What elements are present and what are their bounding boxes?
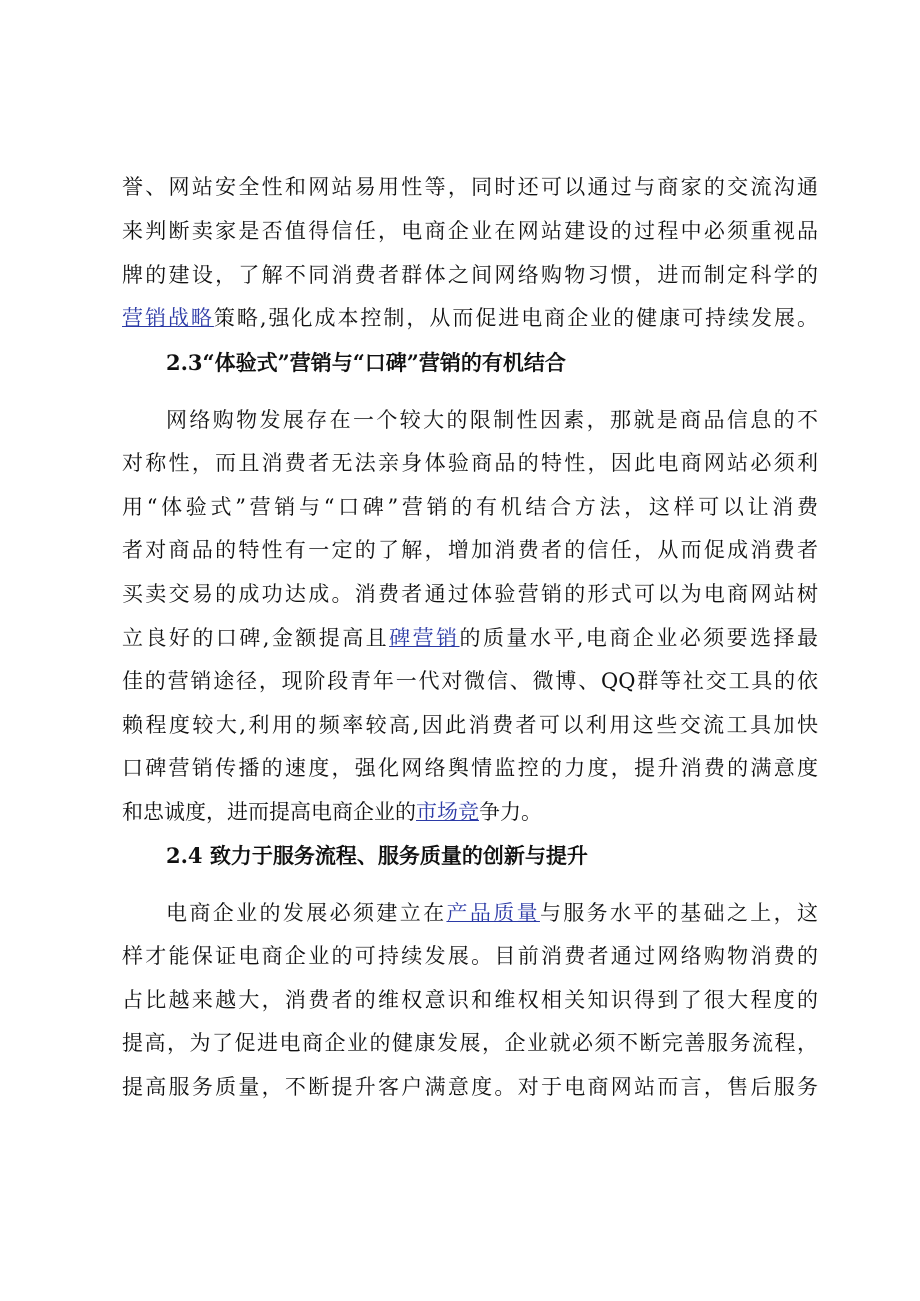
link-word-of-mouth-marketing[interactable]: 碑营销	[389, 626, 460, 650]
text-line: 口碑营销传播的速度，强化网络舆情监控的力度，提升消费的满意度	[122, 756, 818, 780]
text-line: 占比越来越大，消费者的维权意识和维权相关知识得到了很大程度的	[122, 988, 818, 1012]
text-line: 网络购物发展存在一个较大的限制性因素，那就是商品信息的不	[166, 408, 818, 432]
text-line	[122, 620, 818, 656]
text-line: 提高服务质量，不断提升客户满意度。对于电商网站而言，售后服务	[122, 1075, 818, 1099]
text-line: 牌的建设，了解不同消费者群体之间网络购物习惯，进而制定科学的	[122, 263, 818, 287]
text-line: 赖程度较大,利用的频率较高,因此消费者可以利用这些交流工具加快	[122, 713, 818, 737]
text-line: 提高，为了促进电商企业的健康发展，企业就必须不断完善服务流程，	[122, 1031, 818, 1055]
text-line	[122, 300, 818, 336]
link-market-competition[interactable]: 市场竞	[416, 800, 479, 824]
link-marketing-strategy[interactable]: 营销战略	[122, 306, 214, 330]
text-span: 争力。	[479, 800, 542, 824]
text-line: 对称性，而且消费者无法亲身体验商品的特性，因此电商网站必须利	[122, 451, 818, 475]
text-span: 和忠诚度，进而提高电商企业的	[122, 800, 416, 824]
text-line	[166, 895, 818, 931]
text-line: 用“体验式”营销与“口碑”营销的有机结合方法，这样可以让消费	[122, 495, 818, 519]
text-span: 电商企业的发展必须建立在	[166, 901, 447, 925]
text-line: 买卖交易的成功达成。消费者通过体验营销的形式可以为电商网站树	[122, 582, 818, 606]
text-span: 策略,强化成本控制，从而促进电商企业的健康可持续发展。	[213, 306, 818, 330]
section-heading-2-3: 2.3“体验式”营销与“口碑”营销的有机结合	[166, 350, 566, 375]
text-line	[122, 794, 818, 830]
text-span: 的质量水平,电商企业必须要选择最	[459, 626, 818, 650]
text-line: 佳的营销途径，现阶段青年一代对微信、微博、QQ群等社交工具的依	[122, 669, 818, 693]
link-product-quality[interactable]: 产品质量	[446, 901, 540, 925]
section-heading-2-4: 2.4 致力于服务流程、服务质量的创新与提升	[166, 843, 588, 868]
text-line: 誉、网站安全性和网站易用性等，同时还可以通过与商家的交流沟通	[122, 175, 818, 199]
text-span: 与服务水平的基础之上，这	[539, 901, 818, 925]
text-line: 样才能保证电商企业的可持续发展。目前消费者通过网络购物消费的	[122, 944, 818, 968]
text-span: 立良好的口碑,金额提高且	[122, 626, 390, 650]
text-line: 来判断卖家是否值得信任，电商企业在网站建设的过程中必须重视品	[122, 219, 818, 243]
text-line: 者对商品的特性有一定的了解，增加消费者的信任，从而促成消费者	[122, 538, 818, 562]
